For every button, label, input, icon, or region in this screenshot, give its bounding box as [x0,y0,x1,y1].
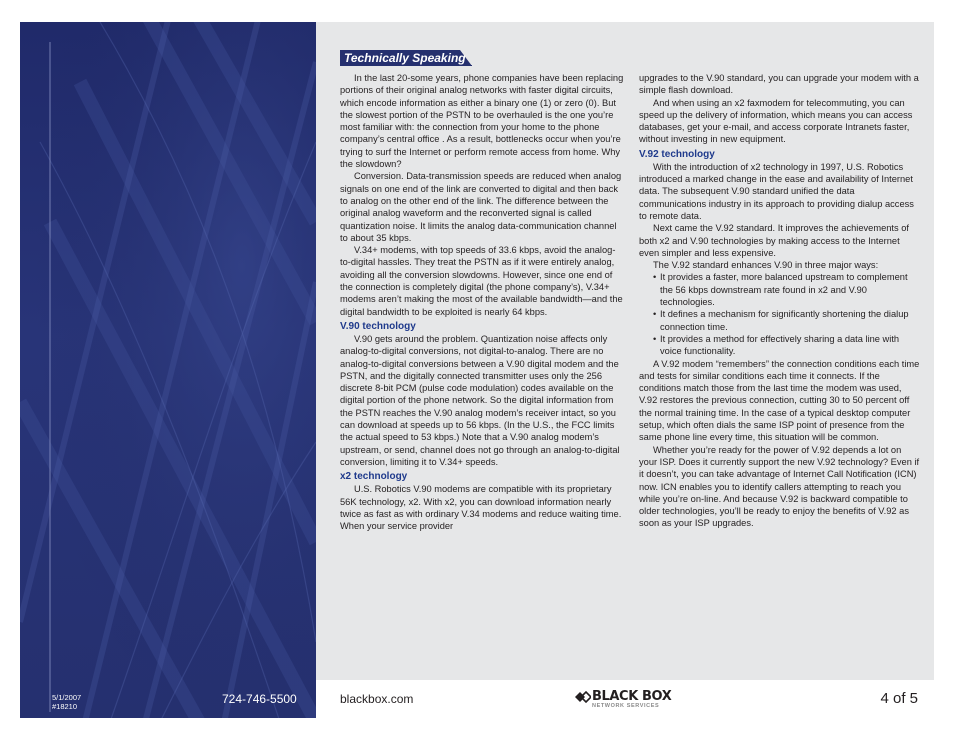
black-box-logo [575,689,672,713]
paragraph: Next came the V.92 standard. It improves the achievements of both x2 and V.90 technologies by making access to the Internet even simpler and less expensive. [639,223,909,258]
heading-v90: V.90 technology [340,320,416,332]
sidebar-decorative-panel [20,22,316,718]
bullet-dot: • [653,309,657,320]
heading-v92: V.92 technology [639,148,715,160]
paragraph: The V.92 standard enhances V.90 in three major ways: [653,260,879,271]
list-item [639,333,921,358]
bullet-list [639,271,921,357]
section-tab-label: Technically Speaking [344,51,466,65]
list-item-text: It defines a mechanism for significantly shortening the dialup connection time. [660,309,909,332]
right-column [639,72,921,530]
paragraph: And when using an x2 faxmodem for telecommuting, you can speed up the delivery of information, which means you can access databases, get your e-mail, and access corporate Intranets faster, without investing in new equipment. [639,97,913,145]
paragraph: In the last 20-some years, phone companies have been replacing portions of their original analog networks with faster digital circuits, which encode information as either a binary one (1) or zero (0). But the slowest portion of the PSTN to be overhauled is the one you’re most familiar with: the connection from your home to the phone company’s central office . As a result, bottlenecks occur when you’re trying to surf the Internet or perform remote access from home. Why the slowdown? [340,73,624,170]
document-date: 5/1/2007 [52,693,82,702]
list-item [639,308,921,333]
website-link[interactable]: blackbox.com [340,692,414,706]
logo-wordmark: BLACK BOX [592,689,672,704]
paragraph: Conversion. Data-transmission speeds are reduced when analog signals on one end of the link are converted to digital and then back to analog on the other end of the link. The difference between the original analog waveform and the reconverted signal is called quantization noise. It limits the analog data-communication channel to about 35 kbps. [340,171,622,243]
bullet-dot: • [653,333,657,344]
paragraph: Whether you’re ready for the power of V.92 depends a lot on your ISP. Does it currently support the new V.92 technology? Even if it doesn’t, you can take advantage of Internet Call Notification (ICN) now. ICN enables you to identify callers attempting to reach you while you’re on-line. And because V.92 is backward compatible to older technologies, you’ll be ready to enjoy the benefits of V.92 as soon as your ISP upgrades. [639,444,920,529]
sidebar-background-art [20,22,316,718]
bullet-dot: • [653,272,657,283]
left-column [340,72,625,532]
paragraph: upgrades to the V.90 standard, you can upgrade your modem with a simple flash download. [639,73,919,96]
paragraph: U.S. Robotics V.90 modems are compatible with its proprietary 56K technology, x2. With x2, you can download information nearly twice as fast as with ordinary V.34 modems and reduce waiting time. When your service provider [340,484,622,532]
page-number: 4 of 5 [880,690,918,707]
section-tab [340,50,472,66]
phone-number: 724-746-5500 [222,692,297,706]
list-item [639,271,921,308]
paragraph: A V.92 modem “remembers” the connection conditions each time and tests for similar conditions each time it connects. If the conditions match those from the last time the modem was used, V.92 restores the previous connection, cutting 30 to 50 percent off the normal training time. In the case of a typical desktop computer setup, which often dials the same ISP point of presence from the same phone line every time, this situation will be common. [639,358,920,443]
document-number: #18210 [52,702,78,711]
heading-x2: x2 technology [340,471,408,483]
diamond-logo-icon [575,691,591,703]
paragraph: V.34+ modems, with top speeds of 33.6 kbps, avoid the analog-to-digital hassles. They treat the PSTN as if it were entirely analog, avoiding all the conversion slowdowns. However, since one end of the connection is completely digital (the phone company’s), V.34+ modems aren’t making the most of the available bandwidth—and the digital bandwidth to be exploited is nearly 64 kbps. [340,245,623,317]
list-item-text: It provides a faster, more balanced upstream to complement the 56 kbps downstream rate found in x2 and V.90 technologies. [660,272,908,308]
list-item-text: It provides a method for effectively sharing a data line with voice functionality. [660,333,900,357]
paragraph: With the introduction of x2 technology in 1997, U.S. Robotics introduced a marked change in the ease and availability of Internet data. The subsequent V.90 standard unified the data communications industry in its approach to providing dialup access to remote data. [639,161,914,221]
paragraph: V.90 gets around the problem. Quantization noise affects only analog-to-digital conversions, not digital-to-analog. There are no analog-to-digital conversions between a V.90 digital modem and the PSTN, and the digitally connected transmitter uses only the 256 discrete 8-bit PCM (pulse code modulation) codes available on the digital portion of the phone network. So the digital information from the PSTN reaches the V.90 analog modem’s receiver intact, so you can download at speeds up to 56 kbps. (In the U.S., the FCC limits the actual speed to 53 kbps.) Note that a V.90 analog modem’s upstream, or send, channel does not go through an analog-to-digital conversion, limiting it to V.34+ speeds. [340,333,620,467]
logo-subtext: NETWORK SERVICES [592,703,660,709]
